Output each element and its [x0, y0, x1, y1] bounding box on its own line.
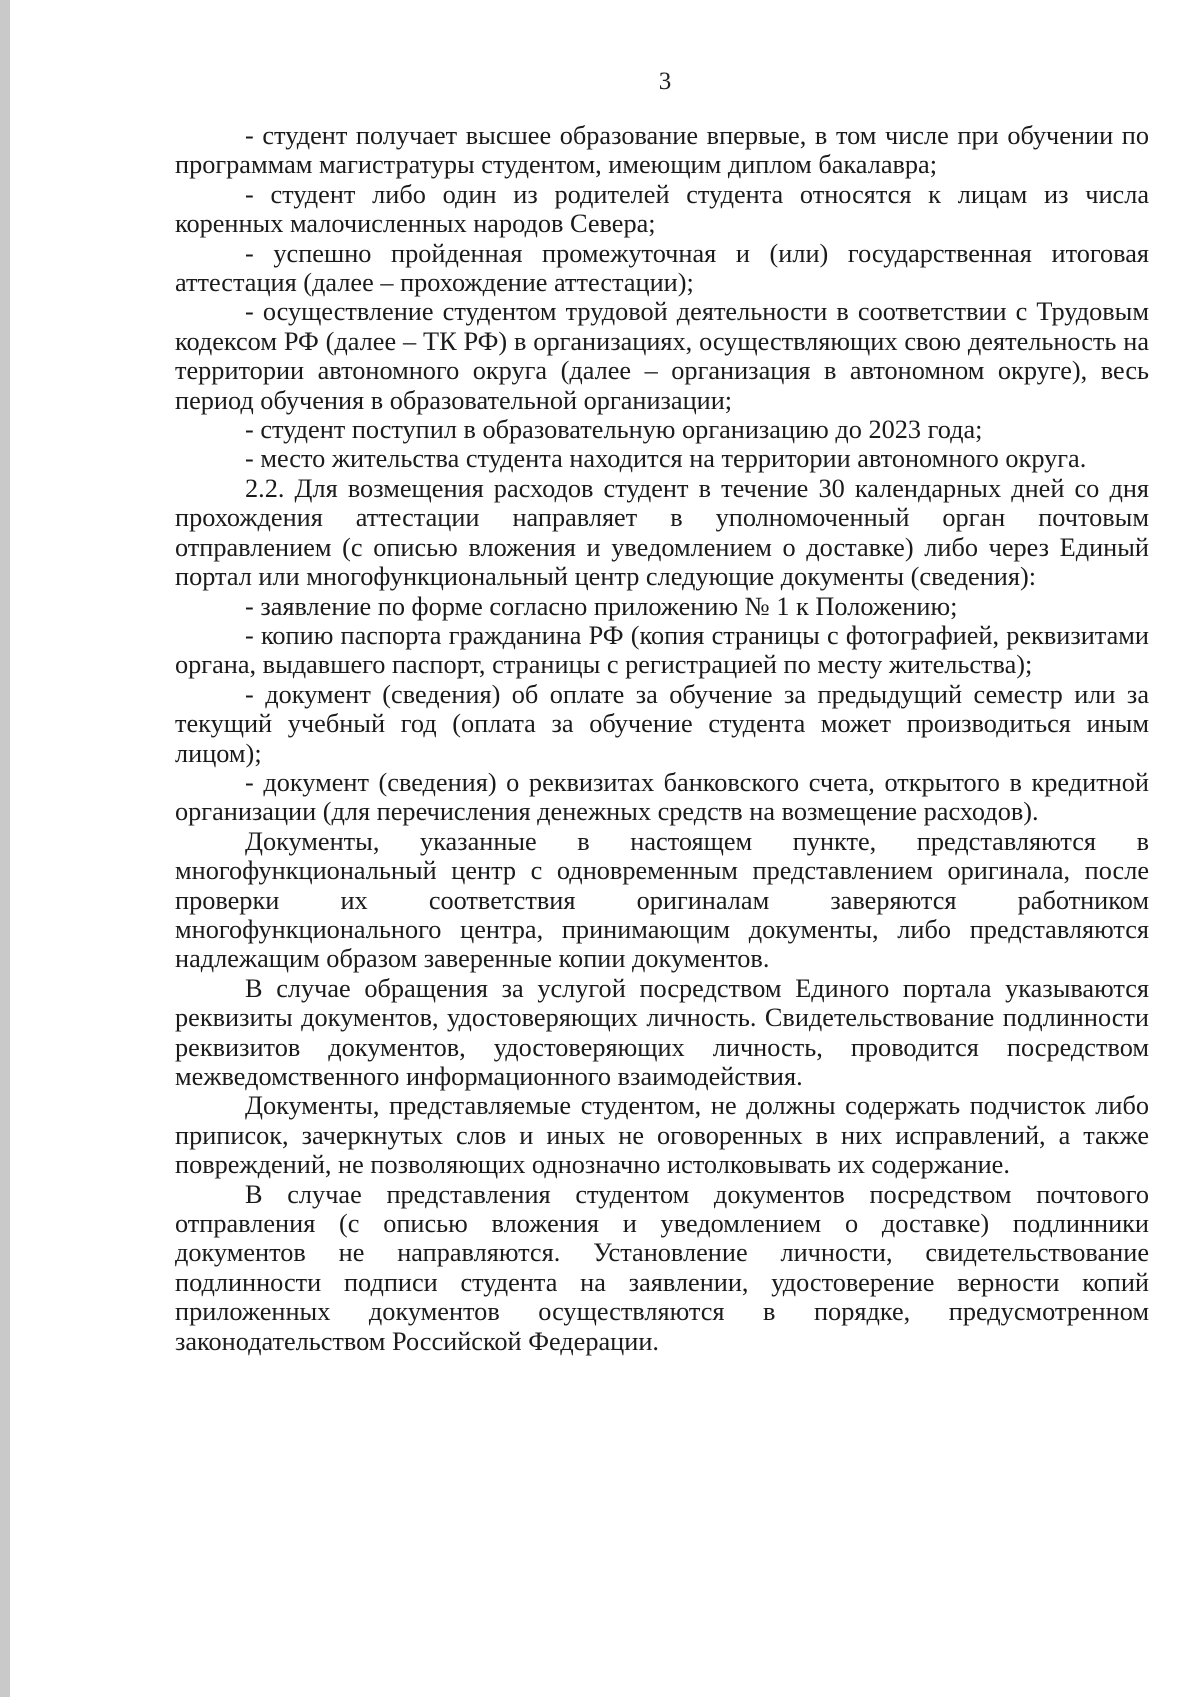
paragraph-mfc-submission: Документы, указанные в настоящем пункте, представляются в многофункциональный центр с одновременным представлением оригинала, после проверки их соответствия оригиналам заверяются работником многофункционального центра, принимающим документы, либо представляются надлежащим образом заверенные копии документов.: [175, 826, 1149, 974]
paragraph-residence: - место жительства студента находится на территории автономного округа.: [245, 444, 1087, 474]
paragraph-payment-document: - документ (сведения) об оплате за обучение за предыдущий семестр или за текущий учебный год (оплата за обучение студента может производиться иным лицом);: [175, 679, 1149, 768]
paragraph-enrollment-year: - студент поступил в образовательную организацию до 2023 года;: [245, 415, 983, 445]
paragraph-employment: - осуществление студентом трудовой деятельности в соответствии с Трудовым кодексом РФ (далее – ТК РФ) в организациях, осуществляющих свою деятельность на территории автономного округа (далее – организация в автономном округе), весь период обучения в образовательной организации;: [175, 297, 1149, 415]
paragraph-indigenous-peoples: - студент либо один из родителей студента относятся к лицам из числа коренных малочисленных народов Севера;: [175, 179, 1149, 239]
paragraph-passport-copy: - копию паспорта гражданина РФ (копия страницы с фотографией, реквизитами органа, выдавшего паспорт, страницы с регистрацией по месту жительства);: [175, 620, 1149, 680]
page-number: 3: [658, 68, 672, 95]
scan-left-edge: [0, 0, 10, 1697]
document-body: [175, 121, 1149, 1356]
paragraph-application-form: - заявление по форме согласно приложению № 1 к Положению;: [245, 591, 958, 621]
paragraph-attestation: - успешно пройденная промежуточная и (или) государственная итоговая аттестация (далее – прохождение аттестации);: [175, 238, 1149, 298]
paragraph-unified-portal: В случае обращения за услугой посредством Единого портала указываются реквизиты документов, удостоверяющих личность. Свидетельствование подлинности реквизитов документов, удостоверяющих личность, проводится посредством межведомственного информационного взаимодействия.: [175, 973, 1149, 1091]
paragraph-bank-details: - документ (сведения) о реквизитах банковского счета, открытого в кредитной организации (для перечисления денежных средств на возмещение расходов).: [175, 767, 1149, 827]
paragraph-first-higher-education: - студент получает высшее образование впервые, в том числе при обучении по программам магистратуры студентом, имеющим диплом бакалавра;: [175, 121, 1149, 180]
paragraph-2-2: 2.2. Для возмещения расходов студент в течение 30 календарных дней со дня прохождения аттестации направляет в уполномоченный орган почтовым отправлением (с описью вложения и уведомлением о доставке) либо через Единый портал или многофункциональный центр следующие документы (сведения):: [175, 473, 1149, 592]
paragraph-postal-submission: В случае представления студентом документов посредством почтового отправления (с описью вложения и уведомлением о доставке) подлинники документов не направляются. Установление личности, свидетельствование подлинности подписи студента на заявлении, удостоверение верности копий приложенных документов осуществляются в порядке, предусмотренном законодательством Российской Федерации.: [175, 1179, 1149, 1356]
paragraph-document-requirements: Документы, представляемые студентом, не должны содержать подчисток либо приписок, зачеркнутых слов и иных не оговоренных в них исправлений, а также повреждений, не позволяющих однозначно истолковывать их содержание.: [175, 1091, 1149, 1180]
